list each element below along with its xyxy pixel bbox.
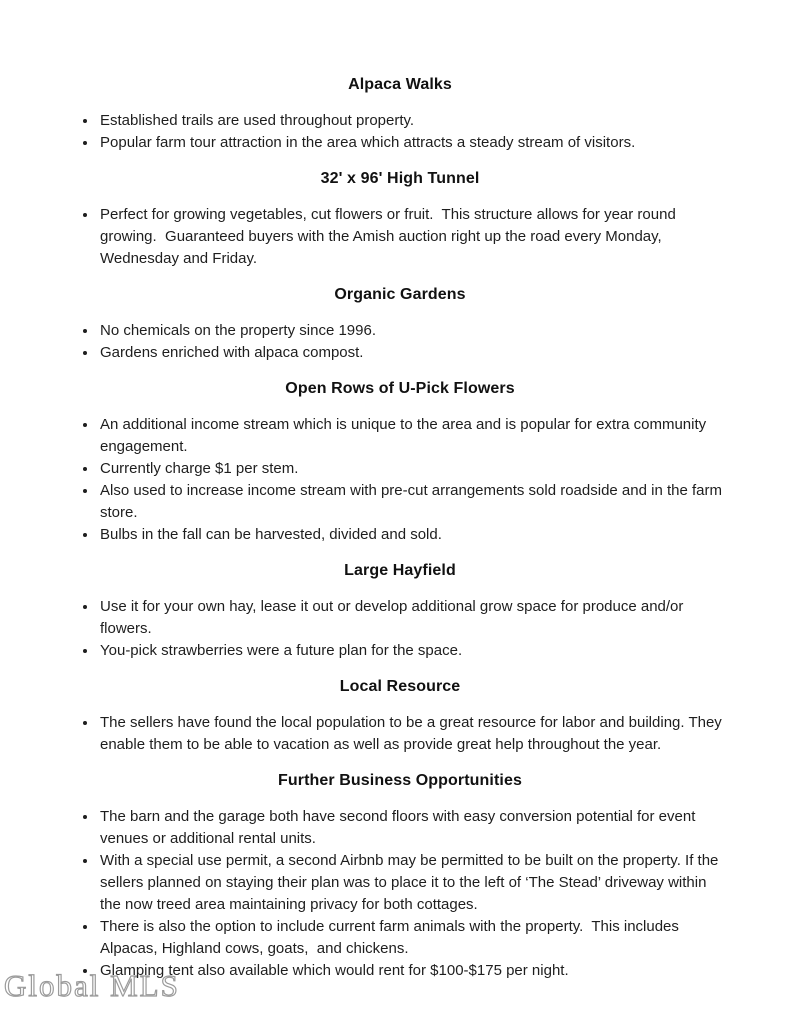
bullet-item: • Established trails are used throughout property. [98,110,728,132]
bullet-item: • With a special use permit, a second Airbnb may be permitted to be built on the property. If the sellers planned on staying their plan was to place it to the left of ‘The Stead’ driveway within the now treed area maintaining privacy for both cottages. [98,850,728,916]
document-section [72,561,728,662]
bullet-item: • Currently charge $1 per stem. [98,458,728,480]
bullet-item: • Also used to increase income stream with pre-cut arrangements sold roadside and in the farm store. [98,480,728,524]
bullet-item: • There is also the option to include current farm animals with the property. This includes Alpacas, Highland cows, goats, and chickens. [98,916,728,960]
bullet-item: • The sellers have found the local population to be a great resource for labor and building. They enable them to be able to vacation as well as provide great help throughout the year. [98,712,728,756]
bullet-list [72,596,728,662]
section-heading: Alpaca Walks [348,76,452,93]
bullet-list [72,110,728,154]
bullet-item: • No chemicals on the property since 1996. [98,320,728,342]
document-section [72,75,728,154]
document-section [72,379,728,546]
bullet-item: • Glamping tent also available which would rent for $100-$175 per night. [98,960,728,982]
section-heading: 32' x 96' High Tunnel [320,170,480,187]
bullet-list [72,320,728,364]
document-section [72,771,728,982]
document-section [72,169,728,270]
section-heading: Further Business Opportunities [278,772,522,789]
bullet-item: • Gardens enriched with alpaca compost. [98,342,728,364]
document-section [72,677,728,756]
section-heading: Open Rows of U-Pick Flowers [285,380,515,397]
bullet-list [72,806,728,982]
bullet-item: • Perfect for growing vegetables, cut flowers or fruit. This structure allows for year round growing. Guaranteed buyers with the Amish auction right up the road every Monday, Wednesday and Friday. [98,204,728,270]
bullet-item: • Bulbs in the fall can be harvested, divided and sold. [98,524,728,546]
bullet-list [72,204,728,270]
bullet-list [72,712,728,756]
bullet-list [72,414,728,546]
section-heading: Organic Gardens [334,286,466,303]
bullet-item: • Popular farm tour attraction in the area which attracts a steady stream of visitors. [98,132,728,154]
bullet-item: • You-pick strawberries were a future plan for the space. [98,640,728,662]
document-section [72,285,728,364]
bullet-item: • An additional income stream which is unique to the area and is popular for extra community engagement. [98,414,728,458]
section-heading: Large Hayfield [344,562,456,579]
global-mls-watermark: Global MLS [4,968,180,1003]
bullet-item: • The barn and the garage both have second floors with easy conversion potential for event venues or additional rental units. [98,806,728,850]
bullet-item: • Use it for your own hay, lease it out or develop additional grow space for produce and/or flowers. [98,596,728,640]
section-heading: Local Resource [339,678,461,695]
